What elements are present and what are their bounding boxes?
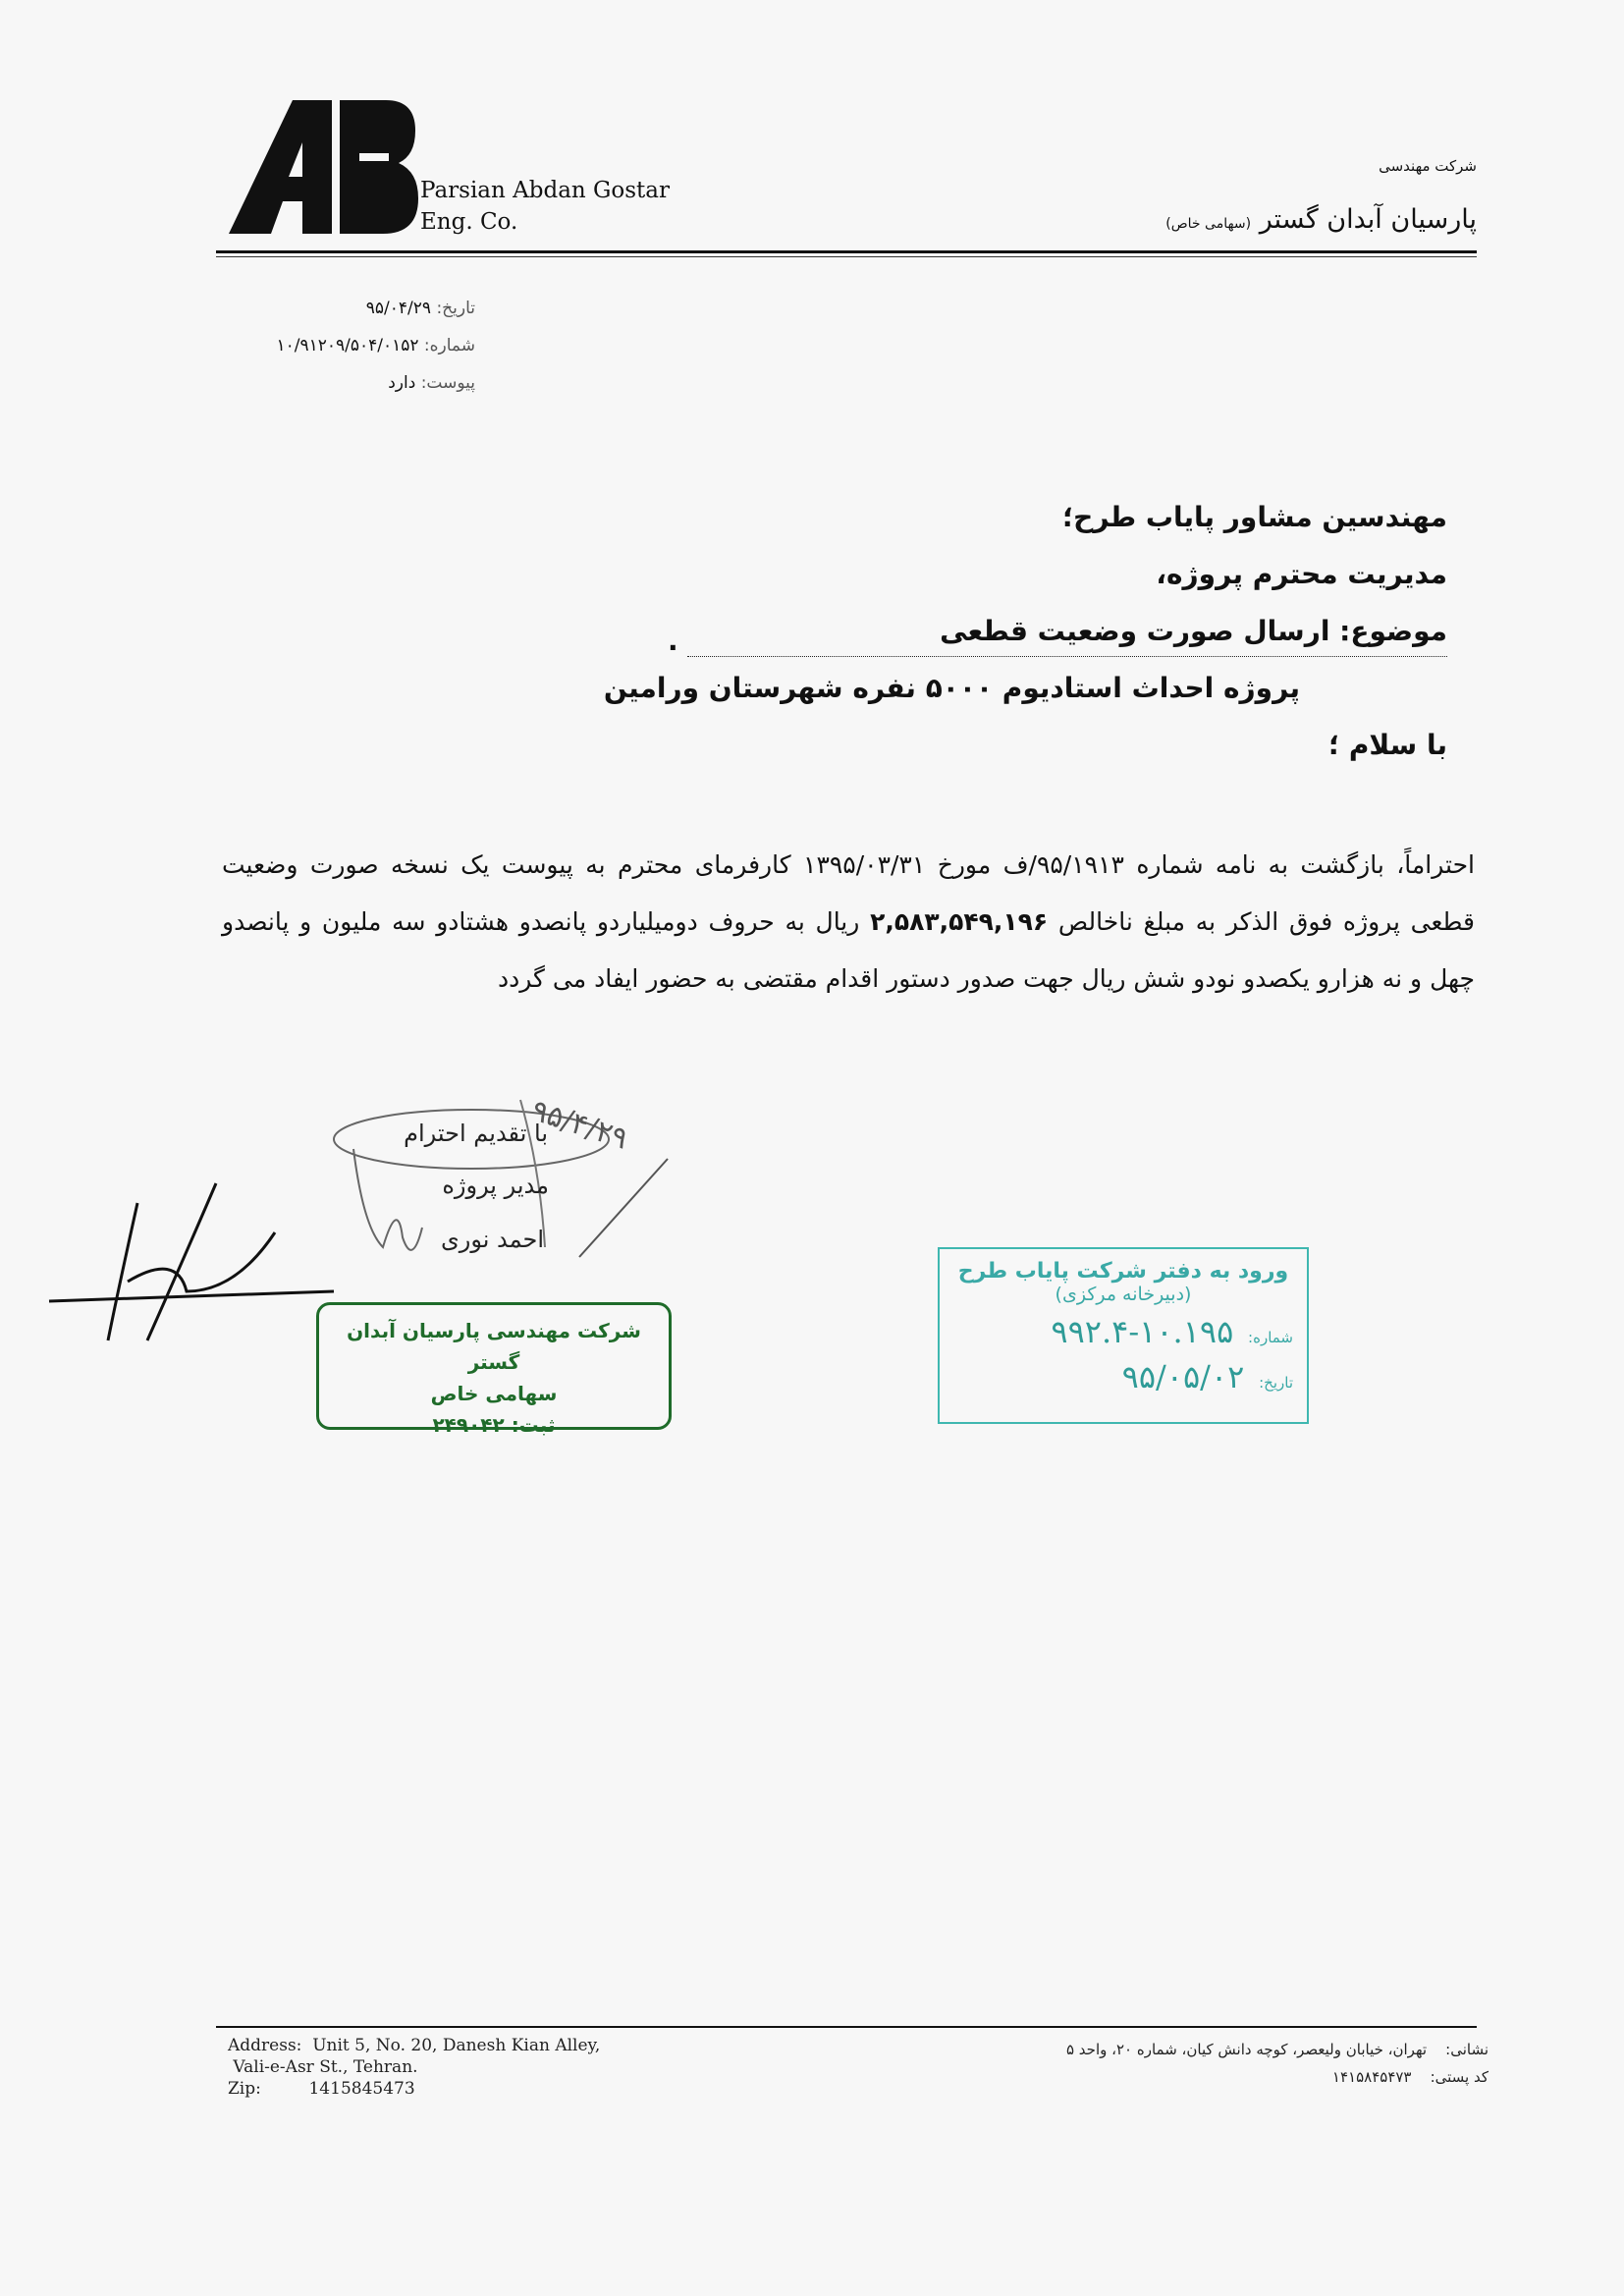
company-type-fa: شرکت مهندسی [1379, 157, 1477, 175]
company-name-en [420, 175, 670, 238]
received-date-label: تاریخ: [1259, 1374, 1293, 1392]
registration-label: ثبت: [511, 1413, 556, 1437]
received-date-value: ۹۵/۰۵/۰۲ [1121, 1358, 1245, 1395]
stamp-registration [319, 1409, 669, 1441]
received-date [953, 1358, 1293, 1395]
amount-value: ۲,۵۸۳,۵۴۹,۱۹۶ [870, 907, 1049, 936]
body-text-part2: ریال به حروف دومیلیاردو پانصدو هشتادو سه ملیون و پانصدو چهل و نه هزارو یکصدو نودو شش ریال جهت صدور دستور اقدام مقتضی به حضور ایفاد می گردد [222, 907, 1475, 993]
footer-rule [216, 2026, 1477, 2028]
header-rule [216, 250, 1477, 253]
footer-address-label: نشانی: [1445, 2041, 1489, 2058]
received-number [953, 1313, 1293, 1350]
date-value: ۹۵/۰۴/۲۹ [365, 299, 432, 318]
company-stamp [316, 1302, 672, 1437]
attachment-value: دارد [388, 373, 416, 393]
letter-date [366, 299, 475, 318]
body-paragraph [222, 837, 1475, 1008]
signer-name: احمد نوری [440, 1226, 544, 1253]
stamp-company-type: سهامی خاص [430, 1382, 558, 1405]
handwritten-date: ۹۵/۴/۲۹ [527, 1093, 632, 1157]
footer-postal-fa [1332, 2068, 1489, 2086]
footer-postal-label: کد پستی: [1430, 2068, 1489, 2086]
received-stamp [938, 1247, 1309, 1424]
letter-number [276, 336, 475, 355]
stamp-company-name: شرکت مهندسی پارسیان آبدان گستر [347, 1319, 641, 1374]
footer-address-en: Address: Unit 5, No. 20, Danesh Kian Alley, Vali-e-Asr St., Tehran. Zip: 1415845473 [228, 2036, 601, 2099]
number-value: ۱۰/۹۱۲۰۹/۵۰۴/۰۱۵۲ [276, 336, 419, 355]
signer-title: مدیر پروژه [442, 1172, 549, 1199]
footer-address-fa [1066, 2041, 1489, 2058]
company-name-en-line2: Eng. Co. [420, 209, 518, 235]
closing: با تقدیم احترام [404, 1120, 548, 1147]
number-label: شماره: [423, 336, 475, 355]
date-label: تاریخ: [436, 299, 475, 318]
company-name-en-line1: Parsian Abdan Gostar [420, 178, 671, 203]
header-rule-thin [216, 256, 1477, 257]
subject-underline [687, 655, 1447, 657]
body-text-part1: احتراماً، بازگشت به نامه شماره ۹۵/۱۹۱۳/ف مورخ ۱۳۹۵/۰۳/۳۱ کارفرمای محترم به پیوست یک نسخه صورت وضعیت قطعی پروژه فوق الذکر به مبلغ ناخالص [222, 850, 1476, 936]
company-name-fa-text: پارسیان آبدان گستر [1259, 204, 1477, 235]
ab-monogram-logo-icon [224, 98, 420, 236]
project-title: پروژه احداث استادیوم ۵۰۰۰ نفره شهرستان ورامین [603, 672, 1300, 704]
signature-icon [39, 1174, 353, 1350]
received-number-label: شماره: [1248, 1329, 1293, 1346]
recipient-secondary: مدیریت محترم پروژه، [1156, 558, 1447, 590]
letter-attachment [388, 373, 475, 393]
company-legal-type: (سهامی خاص) [1165, 216, 1252, 232]
recipient: مهندسین مشاور پایاب طرح؛ [1061, 501, 1447, 533]
company-name-fa [1165, 204, 1477, 235]
footer-postal-value: ۱۴۱۵۸۴۵۴۷۳ [1331, 2068, 1412, 2086]
subject-end-dot: . [668, 625, 678, 657]
received-stamp-title: ورود به دفتر شرکت پایاب طرح [957, 1259, 1289, 1284]
attachment-label: پیوست: [420, 373, 475, 393]
received-stamp-subtitle: (دبیرخانه مرکزی) [1055, 1284, 1192, 1305]
greeting: با سلام ؛ [1327, 729, 1447, 761]
subject: موضوع: ارسال صورت وضعیت قطعی [940, 615, 1447, 647]
received-number-value: ۱۰.۱۹۵-۹۹۲.۴ [1051, 1313, 1234, 1350]
registration-value: ۲۴۹۰۴۲ [432, 1413, 505, 1437]
footer-address-value: تهران، خیابان ولیعصر، کوچه دانش کیان، شماره ۲۰، واحد ۵ [1065, 2041, 1428, 2058]
